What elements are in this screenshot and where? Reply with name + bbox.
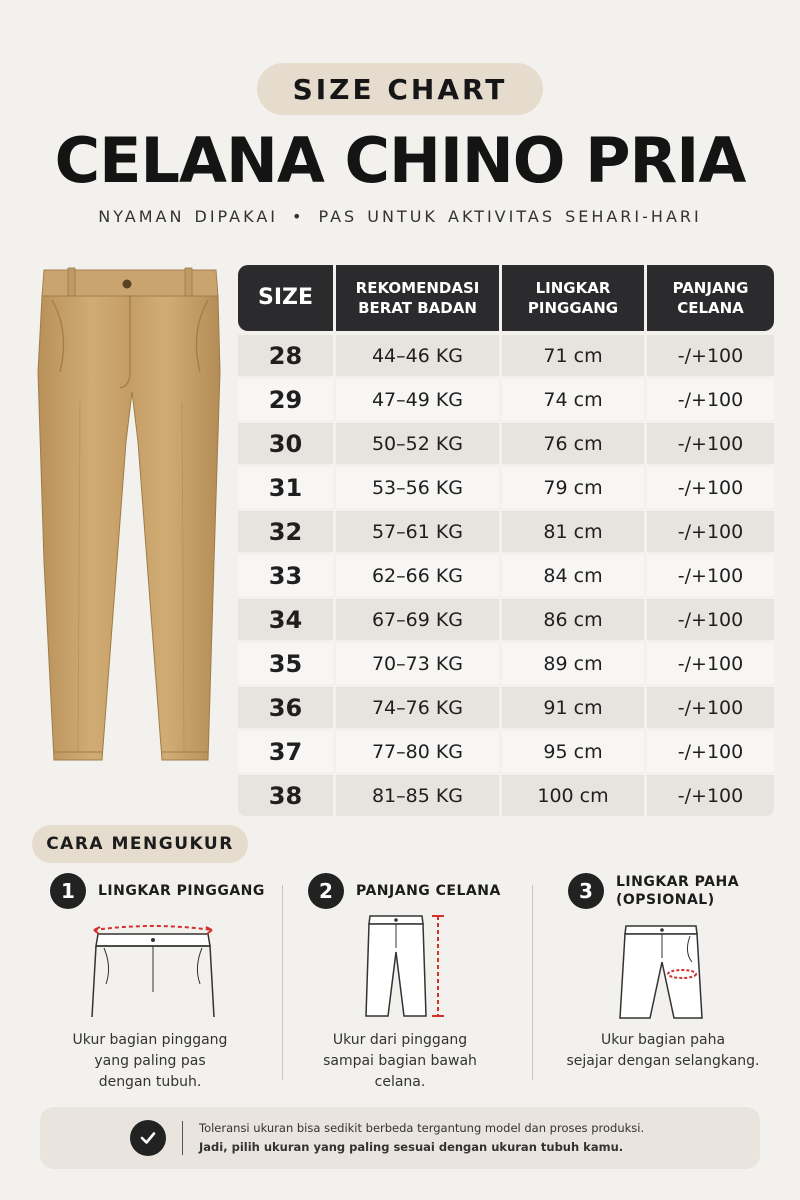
cell-weight: 50–52 KG (336, 423, 499, 464)
cell-length: -/+100 (647, 511, 774, 552)
cell-waist: 100 cm (502, 775, 644, 816)
subtitle-left: NYAMAN DIPAKAI (98, 207, 278, 226)
cell-size: 31 (238, 467, 333, 508)
step-divider (532, 885, 533, 1080)
cell-length: -/+100 (647, 643, 774, 684)
cell-weight: 57–61 KG (336, 511, 499, 552)
size-table (238, 265, 774, 819)
cell-weight: 81–85 KG (336, 775, 499, 816)
cell-size: 30 (238, 423, 333, 464)
step-number: 1 (50, 873, 86, 909)
step-title-line: (OPSIONAL) (616, 892, 715, 908)
thigh-measure-icon (612, 922, 712, 1022)
cell-weight: 47–49 KG (336, 379, 499, 420)
table-row (238, 467, 774, 508)
header-weight-line1: REKOMENDASI (355, 279, 480, 297)
cell-size: 33 (238, 555, 333, 596)
cell-size: 37 (238, 731, 333, 772)
cell-length: -/+100 (647, 379, 774, 420)
waist-measure-icon (88, 922, 218, 1022)
cell-length: -/+100 (647, 335, 774, 376)
table-row (238, 555, 774, 596)
cell-waist: 95 cm (502, 731, 644, 772)
cell-weight: 53–56 KG (336, 467, 499, 508)
page-title: CELANA CHINO PRIA (54, 124, 746, 197)
cell-weight: 67–69 KG (336, 599, 499, 640)
cell-length: -/+100 (647, 467, 774, 508)
header-size: SIZE (238, 265, 333, 331)
cell-waist: 74 cm (502, 379, 644, 420)
cell-size: 29 (238, 379, 333, 420)
note-line-1: Toleransi ukuran bisa sedikit berbeda tergantung model dan proses produksi. (199, 1121, 645, 1135)
step-desc-line: Ukur bagian paha (600, 1032, 726, 1048)
table-row (238, 423, 774, 464)
cell-length: -/+100 (647, 423, 774, 464)
table-row (238, 379, 774, 420)
step-description (548, 1030, 778, 1072)
cell-weight: 74–76 KG (336, 687, 499, 728)
header-weight (336, 265, 499, 331)
cell-length: -/+100 (647, 555, 774, 596)
step-title: LINGKAR PINGGANG (98, 883, 265, 899)
step-description (290, 1030, 510, 1093)
cell-waist: 76 cm (502, 423, 644, 464)
step-title (616, 873, 739, 909)
header-length (647, 265, 774, 331)
table-body (238, 335, 774, 816)
table-row (238, 687, 774, 728)
note-line-2: Jadi, pilih ukuran yang paling sesuai dengan ukuran tubuh kamu. (199, 1140, 624, 1154)
header-waist-line2: PINGGANG (527, 299, 619, 317)
header-length-line1: PANJANG (672, 279, 749, 297)
step-title: PANJANG CELANA (356, 883, 501, 899)
step-thigh (568, 873, 800, 909)
cell-length: -/+100 (647, 599, 774, 640)
cell-size: 34 (238, 599, 333, 640)
table-row (238, 643, 774, 684)
cell-waist: 71 cm (502, 335, 644, 376)
header-waist (502, 265, 644, 331)
header-waist-line1: LINGKAR (535, 279, 611, 297)
size-chart-badge: SIZE CHART (257, 63, 543, 115)
table-row (238, 335, 774, 376)
cell-size: 35 (238, 643, 333, 684)
check-circle-icon (130, 1120, 166, 1156)
cell-weight: 44–46 KG (336, 335, 499, 376)
page-subtitle (0, 207, 800, 226)
step-description (40, 1030, 260, 1093)
step-title-line: LINGKAR PAHA (616, 874, 740, 890)
step-desc-line: Ukur bagian pinggang (72, 1032, 228, 1048)
length-measure-icon (360, 912, 460, 1022)
step-number: 3 (568, 873, 604, 909)
cell-waist: 89 cm (502, 643, 644, 684)
cell-weight: 62–66 KG (336, 555, 499, 596)
step-waist (50, 873, 300, 909)
cell-length: -/+100 (647, 687, 774, 728)
step-desc-line: sejajar dengan selangkang. (566, 1053, 760, 1069)
cell-size: 32 (238, 511, 333, 552)
step-divider (282, 885, 283, 1080)
cell-waist: 79 cm (502, 467, 644, 508)
step-desc-line: yang paling pas (94, 1053, 206, 1069)
cell-waist: 86 cm (502, 599, 644, 640)
step-desc-line: sampai bagian bawah (323, 1053, 477, 1069)
header-weight-line2: BERAT BADAN (358, 299, 477, 317)
table-row (238, 511, 774, 552)
note-text (199, 1119, 644, 1157)
table-row (238, 775, 774, 816)
chino-pants-image (30, 262, 230, 772)
cell-length: -/+100 (647, 731, 774, 772)
cell-size: 28 (238, 335, 333, 376)
step-desc-line: celana. (374, 1074, 426, 1090)
subtitle-right: PAS UNTUK AKTIVITAS SEHARI-HARI (318, 207, 702, 226)
cell-weight: 70–73 KG (336, 643, 499, 684)
header-length-line2: CELANA (677, 299, 744, 317)
cell-waist: 84 cm (502, 555, 644, 596)
cell-waist: 81 cm (502, 511, 644, 552)
step-number: 2 (308, 873, 344, 909)
step-length (308, 873, 558, 909)
cell-size: 36 (238, 687, 333, 728)
cell-waist: 91 cm (502, 687, 644, 728)
cell-size: 38 (238, 775, 333, 816)
cell-length: -/+100 (647, 775, 774, 816)
note-separator (182, 1121, 183, 1155)
cell-weight: 77–80 KG (336, 731, 499, 772)
how-to-measure-badge: CARA MENGUKUR (32, 825, 248, 863)
table-header (238, 265, 774, 331)
subtitle-separator: • (292, 207, 305, 226)
table-row (238, 731, 774, 772)
table-row (238, 599, 774, 640)
step-desc-line: Ukur dari pinggang (332, 1032, 468, 1048)
step-desc-line: dengan tubuh. (98, 1074, 202, 1090)
tolerance-note (40, 1107, 760, 1169)
